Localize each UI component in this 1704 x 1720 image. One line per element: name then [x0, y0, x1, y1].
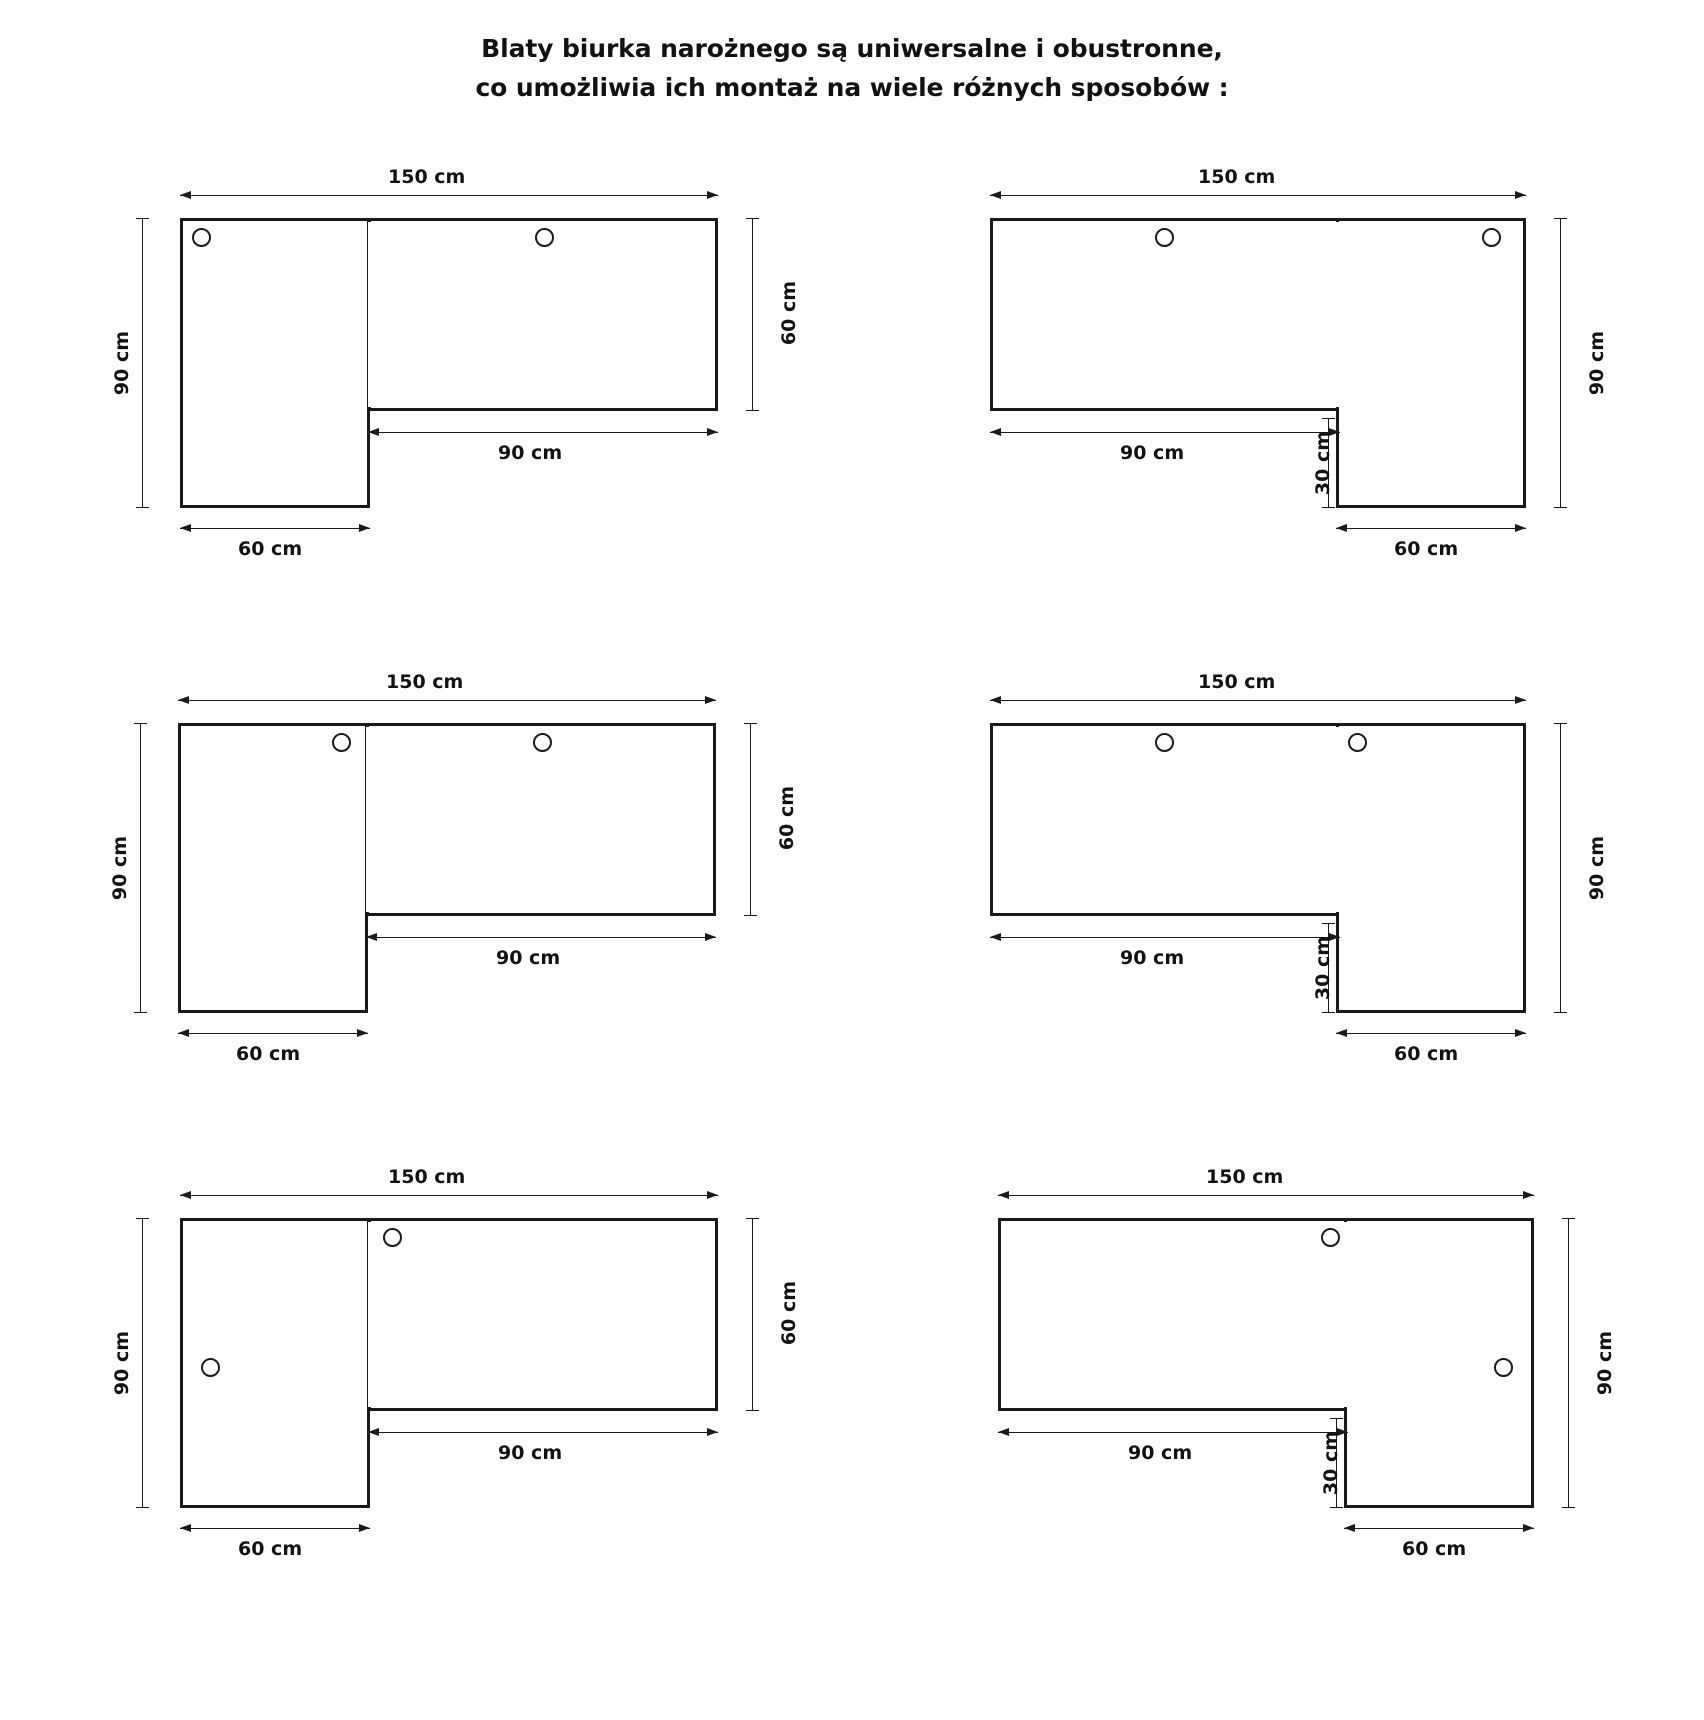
cable-hole-2: [535, 228, 554, 247]
cable-hole-1: [192, 228, 211, 247]
dimension-right-width-label: 60 cm: [1394, 538, 1459, 560]
cable-hole-1: [332, 733, 351, 752]
cable-hole-2: [1482, 228, 1501, 247]
dimension-right-width-label: 90 cm: [498, 442, 563, 464]
dimension-right-width-label: 60 cm: [1394, 1043, 1459, 1065]
seam-cover: [1336, 222, 1340, 407]
cable-hole-1: [1155, 228, 1174, 247]
dimension-offset-label: 30 cm: [1312, 935, 1334, 1001]
dimension-right-depth: [1568, 1218, 1569, 1508]
dimension-right-width: [366, 937, 716, 938]
dimension-right-width: [368, 1432, 718, 1433]
diagram-layout-6: [880, 1166, 1660, 1570]
seam-cover: [1344, 1222, 1348, 1407]
dimension-left-width-label: 60 cm: [236, 1043, 301, 1065]
diagram-layout-2: [880, 166, 1660, 570]
dimension-left-width: [180, 528, 370, 529]
dimension-right-depth: [1560, 723, 1561, 1013]
page-title: [0, 30, 1704, 108]
cable-hole-2: [201, 1358, 220, 1377]
title-line-1: Blaty biurka narożnego są uniwersalne i obustronne,: [481, 34, 1223, 63]
dimension-total-width: [990, 195, 1526, 196]
seam-cover: [366, 727, 370, 912]
dimension-right-depth-label: 60 cm: [778, 280, 800, 346]
dimension-right-width-label: 60 cm: [1402, 1538, 1467, 1560]
slab-left-vertical: [180, 218, 370, 508]
dimension-left-width-label: 60 cm: [238, 1538, 303, 1560]
dimension-right-width: [1336, 1033, 1526, 1034]
cable-hole-1: [383, 1228, 402, 1247]
dimension-right-depth: [752, 1218, 753, 1411]
dimension-left-width: [180, 1528, 370, 1529]
dimension-left-depth: [142, 218, 143, 508]
dimension-total-width: [180, 195, 718, 196]
seam-cover: [1336, 727, 1340, 912]
dimension-left-depth-label: 90 cm: [109, 835, 131, 901]
dimension-total-width-label: 150 cm: [388, 166, 466, 188]
diagram-layout-3: [100, 671, 860, 1075]
dimension-left-depth-label: 90 cm: [111, 330, 133, 396]
dimension-left-width: [990, 432, 1340, 433]
cable-hole-2: [533, 733, 552, 752]
seam-cover: [368, 222, 372, 407]
diagram-layout-1: [100, 166, 860, 570]
dimension-total-width-label: 150 cm: [1206, 1166, 1284, 1188]
slab-right-vertical: [1336, 723, 1526, 1013]
dimension-right-width: [368, 432, 718, 433]
dimension-right-depth: [752, 218, 753, 411]
dimension-total-width-label: 150 cm: [1198, 671, 1276, 693]
cable-hole-2: [1348, 733, 1367, 752]
dimension-right-depth: [1560, 218, 1561, 508]
dimension-right-width-label: 90 cm: [496, 947, 561, 969]
slab-left-horizontal: [998, 1218, 1348, 1411]
seam-cover: [368, 1222, 372, 1407]
dimension-total-width-label: 150 cm: [1198, 166, 1276, 188]
dimension-total-width: [998, 1195, 1534, 1196]
dimension-left-width: [998, 1432, 1348, 1433]
dimension-left-width-label: 90 cm: [1120, 442, 1185, 464]
dimension-right-depth-label: 90 cm: [1586, 330, 1608, 396]
dimension-right-width: [1336, 528, 1526, 529]
dimension-left-depth: [140, 723, 141, 1013]
diagram-layout-4: [880, 671, 1660, 1075]
dimension-total-width: [990, 700, 1526, 701]
cable-hole-1: [1155, 733, 1174, 752]
dimension-left-width-label: 90 cm: [1120, 947, 1185, 969]
dimension-right-depth: [750, 723, 751, 916]
dimension-left-depth: [142, 1218, 143, 1508]
dimension-right-width-label: 90 cm: [498, 1442, 563, 1464]
dimension-left-width: [178, 1033, 368, 1034]
dimension-left-width-label: 90 cm: [1128, 1442, 1193, 1464]
cable-hole-1: [1321, 1228, 1340, 1247]
dimension-right-depth-label: 90 cm: [1594, 1330, 1616, 1396]
dimension-total-width-label: 150 cm: [388, 1166, 466, 1188]
dimension-offset-label: 30 cm: [1312, 430, 1334, 496]
cable-hole-2: [1494, 1358, 1513, 1377]
dimension-offset-label: 30 cm: [1320, 1430, 1342, 1496]
dimension-total-width: [180, 1195, 718, 1196]
dimension-right-width: [1344, 1528, 1534, 1529]
dimension-right-depth-label: 60 cm: [778, 1280, 800, 1346]
slab-right-horizontal: [368, 1218, 718, 1411]
slab-left-vertical: [178, 723, 368, 1013]
dimension-left-depth-label: 90 cm: [111, 1330, 133, 1396]
dimension-left-width: [990, 937, 1340, 938]
slab-right-vertical: [1336, 218, 1526, 508]
dimension-left-width-label: 60 cm: [238, 538, 303, 560]
diagram-layout-5: [100, 1166, 860, 1570]
title-line-2: co umożliwia ich montaż na wiele różnych sposobów :: [475, 72, 1229, 102]
dimension-total-width: [178, 700, 716, 701]
dimension-total-width-label: 150 cm: [386, 671, 464, 693]
dimension-right-depth-label: 60 cm: [776, 785, 798, 851]
dimension-right-depth-label: 90 cm: [1586, 835, 1608, 901]
